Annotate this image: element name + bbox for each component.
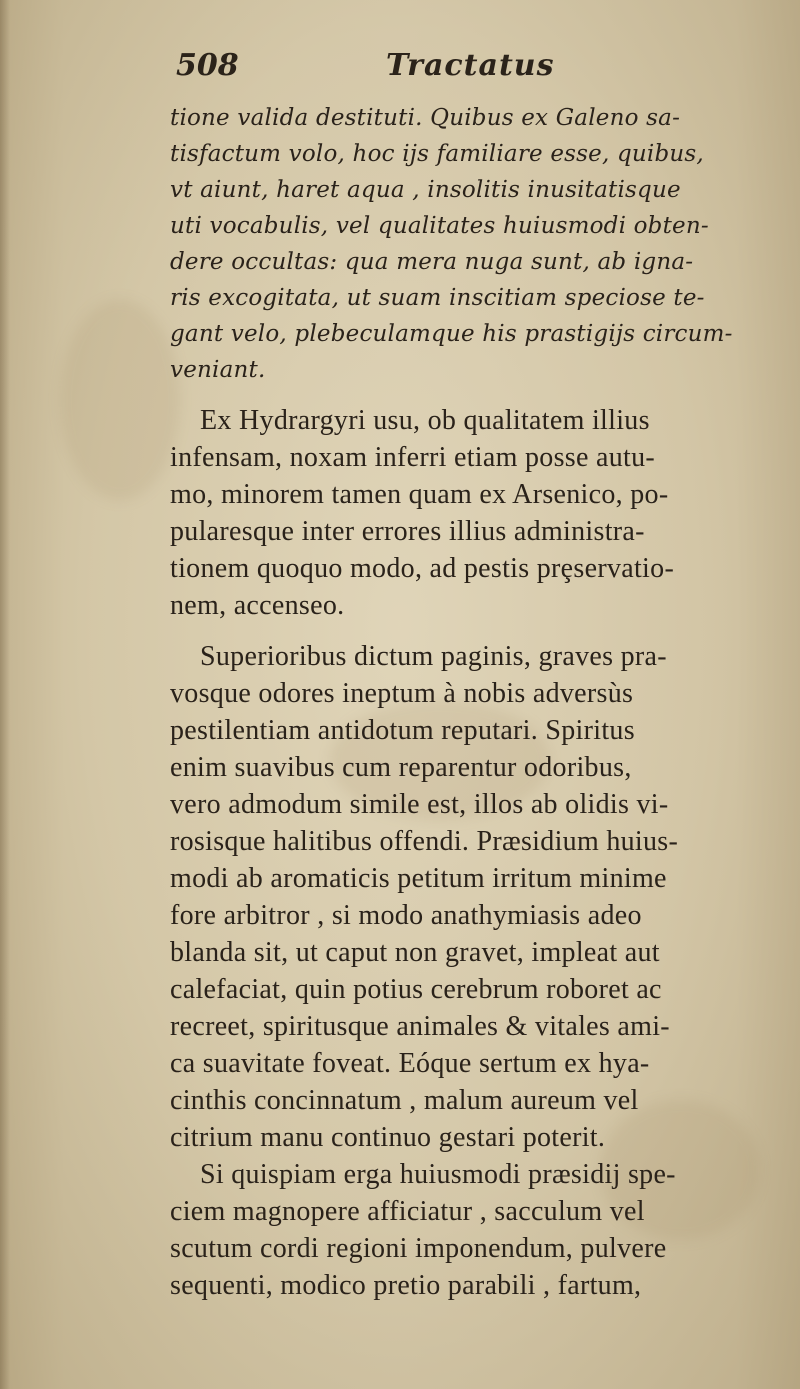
text-line: cinthis concinnatum , malum aureum vel	[170, 1085, 639, 1116]
paragraph-hydrargyrum	[170, 402, 770, 624]
text-line: fore arbitror , si modo anathymiasis adeo	[170, 900, 642, 931]
page-body	[170, 100, 770, 1304]
text-line: rosisque halitibus offendi. Præsidium huius-	[170, 826, 679, 857]
text-line: ris excogitata, ut suam inscitiam speciose te-	[170, 285, 705, 311]
text-line: uti vocabulis, vel qualitates huiusmodi obten-	[170, 213, 709, 239]
text-line: recreet, spiritusque animales & vitales ami-	[170, 1011, 670, 1042]
text-line: ciem magnopere afficiatur , sacculum vel	[170, 1196, 645, 1227]
paper-stain	[60, 300, 180, 500]
text-line: blanda sit, ut caput non gravet, impleat aut	[170, 937, 660, 968]
paragraph-odores	[170, 638, 770, 1156]
italic-passage	[170, 100, 770, 388]
text-line: modi ab aromaticis petitum irritum minime	[170, 863, 667, 894]
text-line: pestilentiam antidotum reputari. Spiritus	[170, 715, 635, 746]
text-line: vt aiunt, haret aqua , insolitis inusitatisque	[170, 177, 681, 203]
text-line: Ex Hydrargyri usu, ob qualitatem illius	[200, 405, 650, 436]
text-line: infensam, noxam inferri etiam posse autu-	[170, 442, 656, 473]
running-title: Tractatus	[386, 48, 555, 83]
text-line: pularesque inter errores illius administra-	[170, 516, 645, 547]
text-line: gant velo, plebeculamque his prastigijs circum-	[170, 321, 733, 347]
text-line: tionem quoquo modo, ad pestis prȩservatio-	[170, 553, 675, 584]
text-line: ca suavitate foveat. Eóque sertum ex hya-	[170, 1048, 650, 1079]
text-line: sequenti, modico pretio parabili , fartum,	[170, 1270, 642, 1301]
text-line: enim suavibus cum reparentur odoribus,	[170, 752, 632, 783]
running-header	[170, 48, 690, 92]
text-line: dere occultas: qua mera nuga sunt, ab igna-	[170, 249, 694, 275]
text-line: citrium manu continuo gestari poterit.	[170, 1122, 606, 1153]
text-line: calefaciat, quin potius cerebrum roboret ac	[170, 974, 662, 1005]
text-line: tisfactum volo, hoc ijs familiare esse, quibus,	[170, 141, 704, 167]
text-line: tione valida destituti. Quibus ex Galeno sa-	[170, 105, 681, 131]
text-line: nem, accenseo.	[170, 590, 345, 621]
text-line: vosque odores ineptum à nobis adversùs	[170, 678, 634, 709]
text-line: mo, minorem tamen quam ex Arsenico, po-	[170, 479, 669, 510]
text-line: Superioribus dictum paginis, graves pra-	[200, 641, 667, 672]
paragraph-sacculum	[170, 1156, 770, 1304]
page-number: 508	[176, 48, 239, 83]
text-line: scutum cordi regioni imponendum, pulvere	[170, 1233, 667, 1264]
text-line: veniant.	[170, 357, 266, 383]
binding-shadow	[0, 0, 10, 1389]
text-line: Si quispiam erga huiusmodi præsidij spe-	[200, 1159, 676, 1190]
text-line: vero admodum simile est, illos ab olidis vi-	[170, 789, 669, 820]
